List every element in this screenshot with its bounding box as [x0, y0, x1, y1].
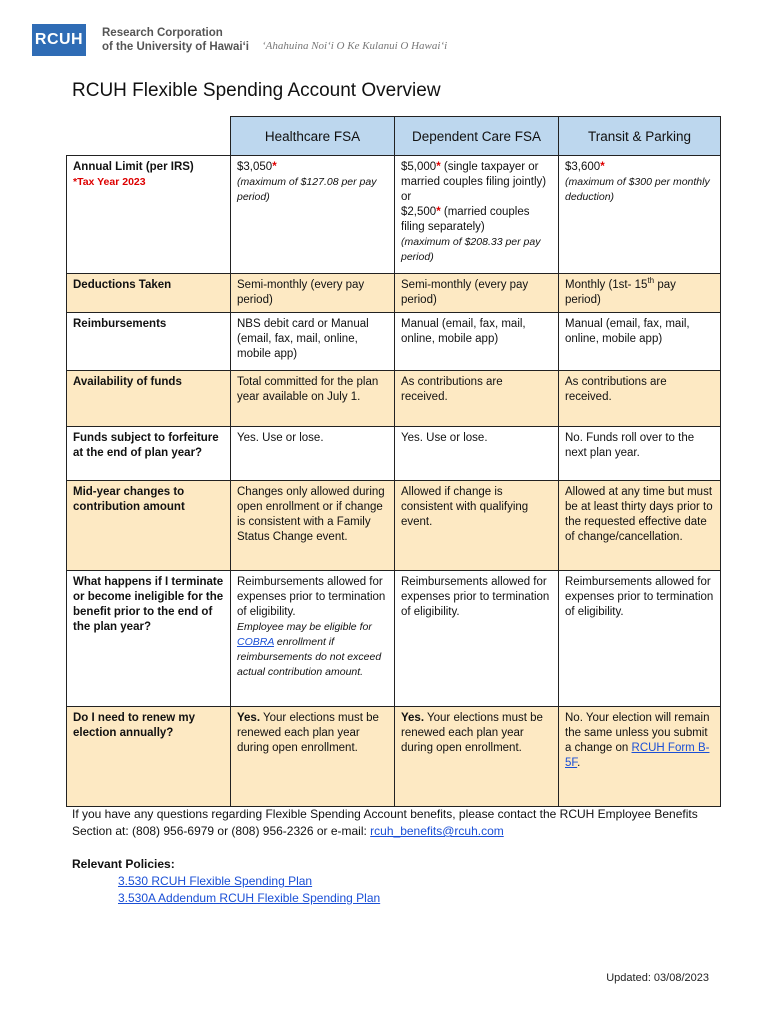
cell-termination-healthcare [231, 571, 395, 707]
contact-paragraph [72, 806, 732, 840]
cell-forfeiture-healthcare: Yes. Use or lose. [231, 427, 395, 481]
table-row-annual-limit [67, 156, 721, 274]
healthcare-limit-amount: $3,050 [237, 161, 273, 173]
column-header-transit: Transit & Parking [559, 117, 721, 156]
cell-midyear-transit: Allowed at any time but must be at least thirty days prior to the requested effective date of change/cancellation. [559, 481, 721, 571]
cell-reimbursements-transit: Manual (email, fax, mail, online, mobile app) [559, 313, 721, 371]
renewal-yes: Yes. [401, 712, 425, 724]
dependent-limit-note: (maximum of $208.33 per pay period) [401, 236, 541, 263]
row-label-reimbursements: Reimbursements [67, 313, 231, 371]
cell-forfeiture-dependent: Yes. Use or lose. [395, 427, 559, 481]
table-corner-cell [67, 117, 231, 156]
column-header-dependent-care: Dependent Care FSA [395, 117, 559, 156]
cell-midyear-dependent: Allowed if change is consistent with qualifying event. [395, 481, 559, 571]
tax-year-star: * [436, 206, 441, 218]
row-label-deductions: Deductions Taken [67, 274, 231, 313]
deductions-transit-pre: Monthly (1st- 15 [565, 279, 648, 291]
cell-renewal-dependent [395, 707, 559, 807]
rcuh-logo: RCUH [32, 24, 86, 56]
form-b5f-link[interactable]: RCUH Form B-5F [565, 742, 710, 769]
row-label-availability: Availability of funds [67, 371, 231, 427]
table-row-forfeiture [67, 427, 721, 481]
policy-link-3530[interactable]: 3.530 RCUH Flexible Spending Plan [118, 874, 313, 888]
transit-limit-note: (maximum of $300 per monthly deduction) [565, 176, 710, 203]
cell-deductions-transit [559, 274, 721, 313]
row-label-renewal: Do I need to renew my election annually? [67, 707, 231, 807]
dependent-limit-amount-1: $5,000 [401, 161, 437, 173]
cell-reimbursements-dependent: Manual (email, fax, mail, online, mobile app) [395, 313, 559, 371]
cobra-note [237, 621, 381, 678]
table-row-availability [67, 371, 721, 427]
tax-year-star: * [600, 161, 605, 173]
renewal-healthcare-text: Your elections must be renewed each plan year during open enrollment. [237, 712, 379, 754]
dependent-limit-amount-2: $2,500 [401, 206, 437, 218]
dependent-limit-text-1: (single taxpayer or married couples filing jointly) or [401, 161, 547, 203]
header [32, 22, 249, 58]
renewal-dependent-text: Your elections must be renewed each plan year during open enrollment. [401, 712, 543, 754]
cell-availability-dependent: As contributions are received. [395, 371, 559, 427]
renewal-yes: Yes. [237, 712, 261, 724]
cell-termination-dependent: Reimbursements allowed for expenses prior to termination of eligibility. [395, 571, 559, 707]
updated-date: Updated: 03/08/2023 [606, 972, 709, 984]
healthcare-limit-note: (maximum of $127.08 per pay period) [237, 176, 377, 203]
transit-limit-amount: $3,600 [565, 161, 601, 173]
benefits-email-link[interactable]: rcuh_benefits@rcuh.com [370, 824, 504, 838]
contact-text: If you have any questions regarding Flexible Spending Account benefits, please contact the RCUH Employee Benefits Section at: (808) 956-6979 or (808) 956-2326 or e-mail: [72, 807, 698, 838]
motto: ‘Ahahuina Noi‘i O Ke Kulanui O Hawai‘i [262, 40, 448, 52]
cell-annual-limit-healthcare [231, 156, 395, 274]
table-row-reimbursements [67, 313, 721, 371]
cell-reimbursements-healthcare: NBS debit card or Manual (email, fax, mail, online, mobile app) [231, 313, 395, 371]
cell-annual-limit-dependent [395, 156, 559, 274]
table-row-midyear-changes [67, 481, 721, 571]
org-name [102, 26, 249, 54]
cell-annual-limit-transit [559, 156, 721, 274]
column-header-healthcare: Healthcare FSA [231, 117, 395, 156]
tax-year-note: *Tax Year 2023 [73, 176, 146, 188]
cell-termination-transit: Reimbursements allowed for expenses prior to termination of eligibility. [559, 571, 721, 707]
relevant-policies [72, 856, 380, 907]
cell-deductions-dependent: Semi-monthly (every pay period) [395, 274, 559, 313]
renewal-transit-post: . [577, 757, 581, 769]
row-label-midyear-changes: Mid-year changes to contribution amount [67, 481, 231, 571]
cell-forfeiture-transit: No. Funds roll over to the next plan year. [559, 427, 721, 481]
cell-availability-healthcare: Total committed for the plan year available on July 1. [231, 371, 395, 427]
table-header-row [67, 117, 721, 156]
dependent-limit-text-2: (married couples filing separately) [401, 206, 530, 233]
policies-title: Relevant Policies: [72, 857, 175, 871]
row-label-forfeiture: Funds subject to forfeiture at the end of plan year? [67, 427, 231, 481]
row-label-annual-limit [67, 156, 231, 274]
cobra-link[interactable]: COBRA [237, 636, 274, 648]
policy-link-3530a[interactable]: 3.530A Addendum RCUH Flexible Spending Plan [118, 891, 381, 905]
annual-limit-label: Annual Limit (per IRS) [73, 161, 194, 173]
cell-deductions-healthcare: Semi-monthly (every pay period) [231, 274, 395, 313]
termination-healthcare-text: Reimbursements allowed for expenses prior to termination of eligibility. [237, 576, 386, 618]
deductions-transit-post: pay period) [565, 279, 676, 306]
table-row-deductions [67, 274, 721, 313]
tax-year-star: * [272, 161, 277, 173]
cell-renewal-transit [559, 707, 721, 807]
table-row-renewal [67, 707, 721, 807]
deductions-transit-sup: th [647, 276, 655, 286]
tax-year-star: * [436, 161, 441, 173]
org-name-line2: of the University of Hawai‘i [102, 41, 249, 53]
renewal-transit-pre: No. Your election will remain the same unless you submit a change on [565, 712, 710, 754]
page-title: RCUH Flexible Spending Account Overview [72, 80, 441, 101]
cobra-note-post: enrollment if reimbursements do not exceed actual contribution amount. [237, 636, 382, 678]
fsa-overview-table [66, 116, 721, 807]
org-name-line1: Research Corporation [102, 27, 223, 39]
cell-availability-transit: As contributions are received. [559, 371, 721, 427]
row-label-termination: What happens if I terminate or become ineligible for the benefit prior to the end of the plan year? [67, 571, 231, 707]
cell-midyear-healthcare: Changes only allowed during open enrollment or if change is consistent with a Family Status Change event. [231, 481, 395, 571]
cell-renewal-healthcare [231, 707, 395, 807]
cobra-note-pre: Employee may be eligible for [237, 621, 372, 633]
table-row-termination [67, 571, 721, 707]
